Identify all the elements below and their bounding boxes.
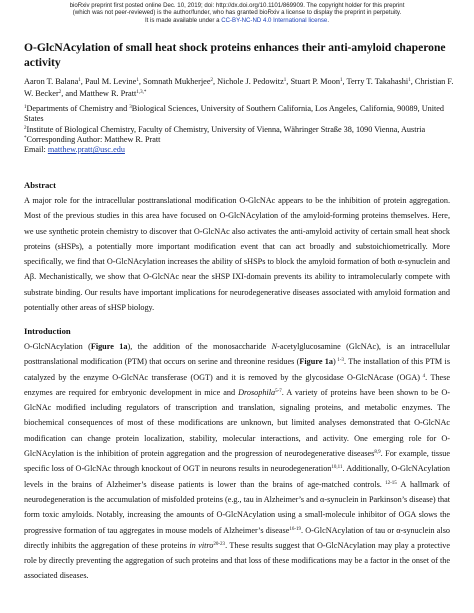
introduction-text: O-GlcNAcylation (Figure 1a), the addition of the monosaccharide N-acetylglucosamine (GlcNAc), is an intracellular posttranslational modification (PTM) that occurs on serine and threonine residues (Figure 1a) $^{1-3}$. The installation of this PTM is catalyzed by the enzyme O-GlcNAc transferase (OGT) and it is removed by the glycosidase O-GlcNAcase (OGA) $^4$. These enzymes are required for embryonic development in mice and Drosophila$^{5-7}$. A variety of proteins have been shown to be O-GlcNAc modified including regulators of transcription and translation, signaling proteins, and metabolic enzymes. The biochemical consequences of most of these modifications are unknown, but limited analyses demonstrated that O-GlcNAc modification can change protein localization, stability, molecular interactions, and activity. One emerging role for O-GlcNAcylation is the inhibition of protein aggregation and the progression of neurodegenerative diseases$^{8,9}$. For example, tissue specific loss of O-GlcNAc through knockout of OGT in neurons results in neurodegeneration$^{10,11}$. Additionally, O-GlcNAcylation levels in the brains of Alzheimer’s disease patients is lower than the brains of age-matched controls. $^{12-15}$ A hallmark of neurodegeneration is the accumulation of misfolded proteins (e.g., tau in Alzheimer’s and α-synuclein in Parkinson’s disease) that form toxic amyloids. Notably, increasing the amounts of O-GlcNAcylation using a small-molecule inhibitor of OGA slows the progressive formation of tau aggregates in mouse models of Alzheimer’s disease$^{16-19}$. O-GlcNAcylation of tau or α-synuclein also directly inhibits the aggregation of these proteins in vitro$^{20-23}$. These results suggest that O-GlcNAcylation may play a protective role by directly preventing the aggregation of such proteins and that loss of these modifications may be a factor in the onset of the associated diseases.	[24, 342, 451, 581]
email-link[interactable]: matthew.pratt@usc.edu	[47, 145, 125, 155]
author: Stuart P. Moon$^1$,	[290, 77, 347, 86]
paper-title: O-GlcNAcylation of small heat shock proteins enhances their anti-amyloid chaperone activity	[24, 41, 446, 69]
banner-line-1: bioRxiv preprint first posted online Dec. 10, 2019; doi: http://dx.doi.org/10.1101/869909. The copyright holder for this preprint	[69, 2, 405, 9]
abstract-text: A major role for the intracellular posttranslational modification O-GlcNAc appears to be the inhibition of protein aggregation. Most of the previous studies in this area have focused on O-GlcNAcylation of the amyloid-forming proteins themselves. Here, we use synthetic protein chemistry to discover that O-GlcNAc also activates the anti-amyloid activity of certain small heat shock proteins (sHSPs), a potentially more important modification event that can act broadly and substoichiometrically. More specifically, we find that O-GlcNAcylation increases the ability of sHSPs to block the amyloid formation of both α-synuclein and Aβ. Mechanistically, we show that O-GlcNAc near the sHSP IXI-domain prevents its ability to intramolecularly compete with substrate binding. Our results have important implications for neurodegenerative diseases associated with amyloid formation and potentially other areas of sHSP biology.	[24, 196, 450, 313]
citation: 12-15	[381, 480, 397, 486]
figure-ref: Figure 1a	[90, 342, 128, 351]
author: and Matthew R. Pratt$^{1,3,*}$	[65, 88, 147, 98]
author: Terry T. Takahashi$^1$,	[346, 77, 415, 86]
figure-ref: Figure 1a	[299, 357, 333, 367]
citation: 16-19	[289, 526, 302, 532]
author-list	[24, 76, 454, 100]
affiliations	[24, 104, 454, 155]
citation: 20-23	[213, 541, 226, 547]
citation: 10,11	[331, 465, 343, 471]
banner-line-2: (which was not peer-reviewed) is the author/funder, who has granted bioRxiv a license to display the preprint in perpetuity.	[72, 9, 402, 17]
citation: 5-7	[275, 388, 282, 394]
corresponding-author: *Corresponding Author: Matthew R. Pratt	[24, 134, 161, 144]
affiliation-1: $^1$Departments of Chemistry and $^3$Biological Sciences, University of Southern California, Los Angeles, California, 90089, United States	[24, 104, 444, 124]
preprint-banner	[40, 2, 434, 24]
banner-line-3	[40, 17, 434, 24]
email-line: Email: matthew.pratt@usc.edu	[24, 145, 125, 155]
affiliation-2: $^2$Institute of Biological Chemistry, Faculty of Chemistry, University of Vienna, Währinger Straße 38, 1090 Vienna, Austria	[24, 124, 426, 134]
banner-line-3-prefix: It is made available under a	[144, 16, 222, 24]
citation: 1-3	[335, 358, 344, 364]
citation: 4	[420, 373, 426, 379]
citation: 8,9	[374, 450, 381, 456]
author: Somnath Mukherjee$^2$,	[143, 77, 218, 86]
author: Aaron T. Balana$^1$,	[24, 77, 85, 86]
abstract-heading: Abstract	[24, 180, 56, 190]
banner-line-3-suffix: .	[327, 16, 330, 24]
license-link[interactable]: CC-BY-NC-ND 4.0 International license	[221, 16, 328, 24]
author: Christian F. W. Becker$^2$,	[24, 77, 454, 98]
author: Paul M. Levine$^1$,	[84, 77, 143, 86]
introduction-heading: Introduction	[24, 326, 71, 336]
author: Nichole J. Pedowitz$^1$,	[217, 77, 291, 86]
